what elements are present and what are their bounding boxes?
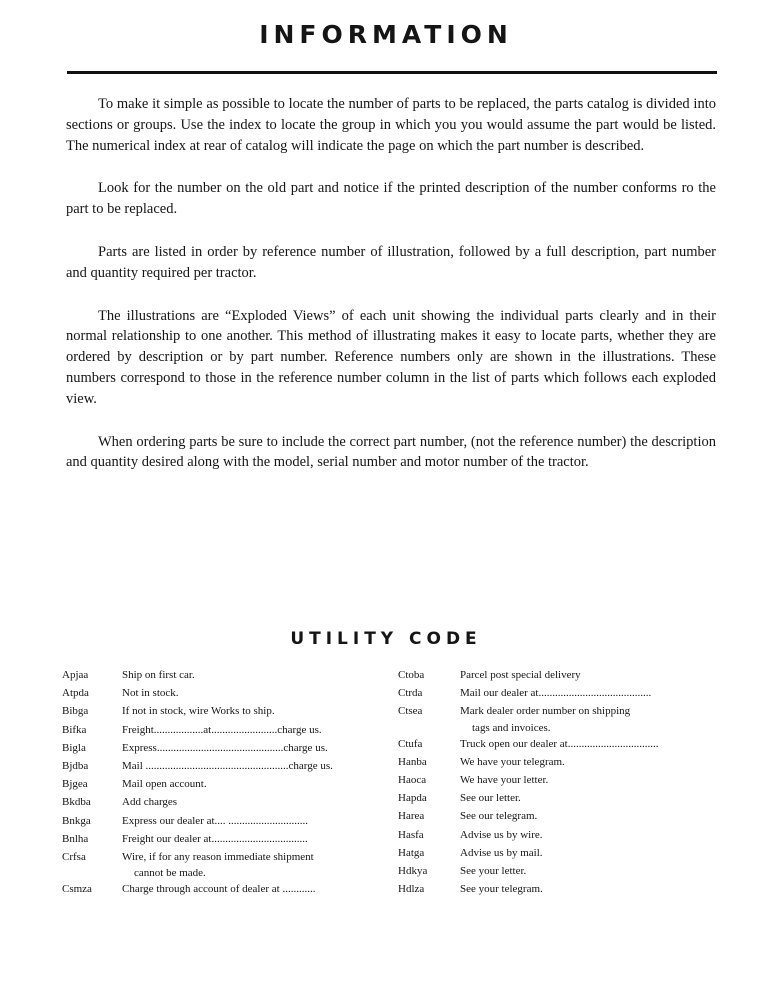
- code-meaning: Charge through account of dealer at ............: [122, 883, 316, 896]
- paragraph-parts-listing: Parts are listed in order by reference number of illustration, followed by a full description, part number and quantity required per tractor.: [66, 243, 716, 281]
- code-word: Crfsa: [62, 851, 86, 864]
- code-row: [62, 739, 377, 757]
- code-meaning: See our telegram.: [460, 810, 538, 823]
- code-meaning: See our letter.: [460, 792, 521, 805]
- code-row: [62, 830, 377, 848]
- code-word: Hasfa: [398, 828, 424, 841]
- code-row: [398, 826, 716, 844]
- code-word: Ctrda: [398, 687, 423, 700]
- code-meaning: Truck open our dealer at.................................: [460, 737, 659, 750]
- code-row: [398, 862, 716, 880]
- code-word: Ctoba: [398, 669, 425, 681]
- code-meaning: We have your telegram.: [460, 755, 565, 768]
- code-meaning: If not in stock, wire Works to ship.: [122, 705, 275, 718]
- code-meaning: Advise us by mail.: [460, 846, 543, 859]
- code-word: Bkdba: [62, 796, 91, 809]
- code-meaning: Wire, if for any reason immediate shipment: [122, 851, 314, 864]
- code-meaning: Freight our dealer at...................................: [122, 832, 308, 845]
- code-word: Hdkya: [398, 865, 428, 878]
- utility-code-left-column: [62, 666, 377, 898]
- code-row: [398, 735, 716, 753]
- title-divider: [67, 71, 717, 74]
- code-row: [62, 848, 377, 880]
- paragraph-exploded-views: The illustrations are “Exploded Views” of each unit showing the individual parts clearly and in their normal relationship to one another. This method of illustrating makes it easy to locate parts, whether they are ordered by description or by part number. Reference numbers only are shown in the illustrations. These numbers correspond to those in the reference number column in the list of parts which follows each exploded view.: [66, 307, 716, 407]
- code-word: Bnkga: [62, 814, 91, 827]
- code-word: Atpda: [62, 687, 89, 700]
- code-row: [398, 684, 716, 702]
- code-row: [62, 812, 377, 830]
- code-meaning: We have your letter.: [460, 774, 549, 787]
- code-row: [62, 702, 377, 720]
- code-meaning: Express our dealer at.... .............................: [122, 814, 309, 827]
- code-row: [62, 666, 377, 684]
- code-meaning: See your telegram.: [460, 883, 543, 896]
- code-word: Bjdba: [62, 760, 89, 773]
- code-meaning: Ship on first car.: [122, 669, 195, 681]
- code-word: Bnlha: [62, 832, 89, 845]
- code-word: Apjaa: [62, 669, 89, 681]
- code-row: [62, 793, 377, 811]
- code-word: Bjgea: [62, 778, 88, 791]
- code-row: [62, 684, 377, 702]
- code-meaning: Express..............................................charge us.: [122, 741, 328, 754]
- code-row: [62, 721, 377, 739]
- code-meaning: Mail open account.: [122, 778, 207, 791]
- code-meaning: Freight..................at........................charge us.: [122, 723, 322, 736]
- code-row: [398, 771, 716, 789]
- code-meaning-continuation: cannot be made.: [134, 867, 206, 880]
- code-word: Csmza: [62, 883, 92, 896]
- code-word: Bigla: [62, 741, 86, 754]
- code-meaning-wrapper: [460, 702, 716, 734]
- page-title: INFORMATION: [259, 20, 513, 49]
- code-word: Hdlza: [398, 883, 425, 896]
- code-meaning: Add charges: [122, 796, 178, 809]
- code-word: Ctufa: [398, 737, 423, 750]
- code-word: Hanba: [398, 755, 427, 768]
- utility-code-title: UTILITY CODE: [290, 629, 482, 649]
- code-row: [62, 880, 377, 898]
- code-meaning: Mail ....................................................charge us.: [122, 760, 333, 773]
- paragraph-old-part: Look for the number on the old part and notice if the printed description of the number conforms ro the part to be replaced.: [66, 180, 716, 218]
- code-row: [398, 753, 716, 771]
- code-meaning: Mark dealer order number on shipping: [460, 705, 631, 718]
- code-meaning: Advise us by wire.: [460, 828, 543, 841]
- utility-code-right-column: [398, 666, 716, 898]
- code-meaning: See your letter.: [460, 865, 527, 878]
- code-row: [62, 775, 377, 793]
- code-meaning: Mail our dealer at.........................................: [460, 687, 652, 700]
- code-row: [398, 807, 716, 825]
- code-row: [62, 757, 377, 775]
- code-word: Haoca: [398, 774, 427, 787]
- code-row: [398, 880, 716, 898]
- paragraph-locate-parts: To make it simple as possible to locate the number of parts to be replaced, the parts catalog is divided into sections or groups. Use the index to locate the group in which you you would assume the part would be listed. The numerical index at rear of catalog will indicate the page on which the part number is described.: [66, 96, 716, 154]
- code-row: [398, 844, 716, 862]
- code-word: Hapda: [398, 792, 427, 805]
- code-meaning: Parcel post special delivery: [460, 669, 581, 681]
- code-word: Bifka: [62, 723, 87, 736]
- code-word: Bibga: [62, 705, 89, 718]
- code-row: [398, 789, 716, 807]
- paragraph-ordering-parts: When ordering parts be sure to include the correct part number, (not the reference number) the description and quantity desired along with the model, serial number and motor number of the tractor.: [66, 433, 716, 471]
- code-meaning: Not in stock.: [122, 687, 179, 700]
- code-row: [398, 702, 716, 734]
- information-text: [66, 94, 716, 495]
- code-word: Harea: [398, 810, 425, 823]
- code-row: [398, 666, 716, 684]
- code-word: Hatga: [398, 846, 425, 859]
- code-meaning-wrapper: [122, 848, 377, 880]
- code-meaning-continuation: tags and invoices.: [472, 721, 551, 734]
- code-word: Ctsea: [398, 705, 423, 718]
